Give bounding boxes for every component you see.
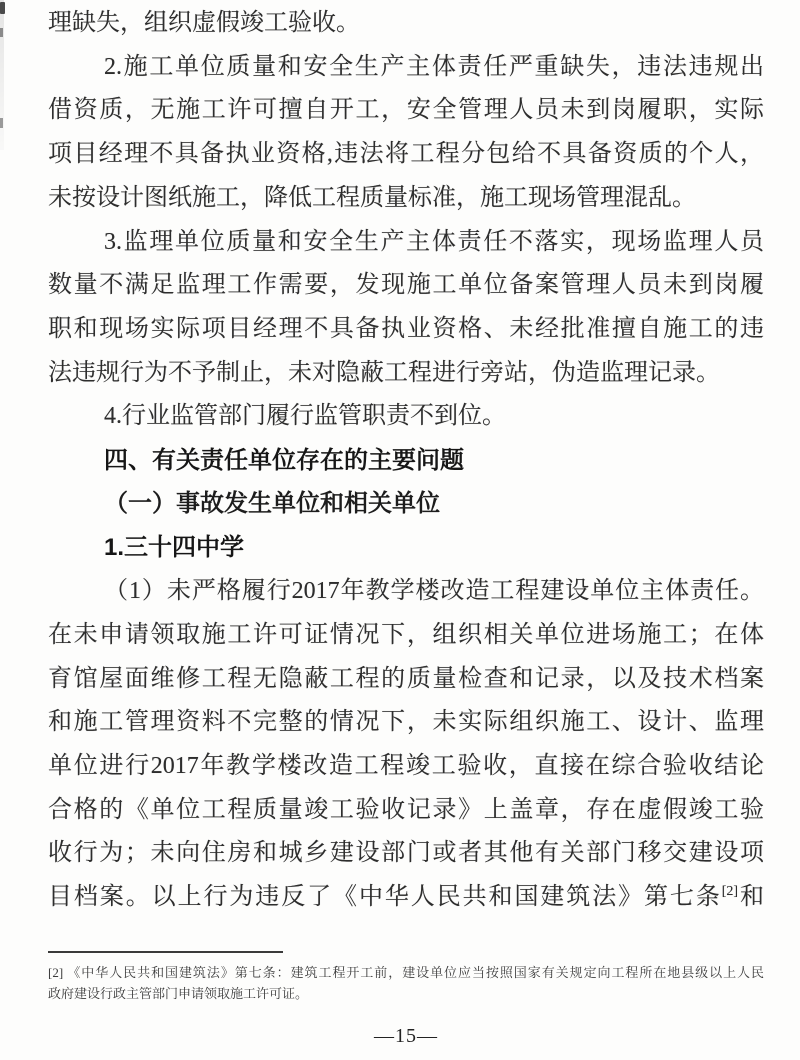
body-line: 单位进行2017年教学楼改造工程竣工验收，直接在综合验收结论 — [48, 752, 764, 779]
body-line: 4.行业监管部门履行监管职责不到位。 — [104, 403, 506, 430]
footnote-separator — [48, 951, 283, 953]
body-line: 育馆屋面维修工程无隐蔽工程的质量检查和记录，以及技术档案 — [48, 665, 764, 692]
body-line: 数量不满足监理工作需要，发现施工单位备案管理人员未到岗履 — [48, 272, 764, 299]
body-line: （1）未严格履行2017年教学楼改造工程建设单位主体责任。 — [104, 578, 764, 605]
body-line: 法违规行为不予制止，未对隐蔽工程进行旁站，伪造监理记录。 — [48, 359, 720, 386]
footnote — [48, 962, 764, 1004]
body-line: 职和现场实际项目经理不具备执业资格、未经批准擅自施工的违 — [48, 315, 764, 342]
body-line: 在未申请领取施工许可证情况下，组织相关单位进场施工；在体 — [48, 621, 764, 648]
page-number: —15— — [374, 1024, 438, 1047]
body-line: 和施工管理资料不完整的情况下，未实际组织施工、设计、监理 — [48, 709, 764, 736]
body-line: 3.监理单位质量和安全生产主体责任不落实，现场监理人员 — [104, 228, 764, 255]
body-line-text: 和 — [738, 884, 765, 911]
unit-heading: 1.三十四中学 — [104, 534, 245, 562]
footnote-line: [2] 《中华人民共和国建筑法》第七条：建筑工程开工前，建设单位应当按照国家有关规定向工程所在地县级以上人民 — [48, 964, 764, 980]
body-line: 合格的《单位工程质量竣工验收记录》上盖章，存在虚假竣工验 — [48, 796, 764, 823]
body-line — [48, 876, 764, 920]
body-line: 借资质，无施工许可擅自开工，安全管理人员未到岗履职，实际 — [48, 97, 764, 124]
footnote-ref: [2] — [721, 884, 739, 900]
body-line: 收行为；未向住房和城乡建设部门或者其他有关部门移交建设项 — [48, 840, 764, 867]
footnote-line: 政府建设行政主管部门申请领取施工许可证。 — [48, 985, 309, 1001]
body-line: 2.施工单位质量和安全生产主体责任严重缺失，违法违规出 — [104, 53, 764, 80]
section-heading: 四、有关责任单位存在的主要问题 — [104, 447, 464, 475]
body-line: 未按设计图纸施工，降低工程质量标准，施工现场管理混乱。 — [48, 184, 696, 211]
body-line: 理缺失，组织虚假竣工验收。 — [48, 10, 360, 36]
body-line: 项目经理不具备执业资格,违法将工程分包给不具备资质的个人， — [48, 141, 764, 168]
body-line-text: 目档案。以上行为违反了《中华人民共和国建筑法》第七条 — [48, 884, 722, 911]
subsection-heading: （一）事故发生单位和相关单位 — [104, 490, 440, 517]
